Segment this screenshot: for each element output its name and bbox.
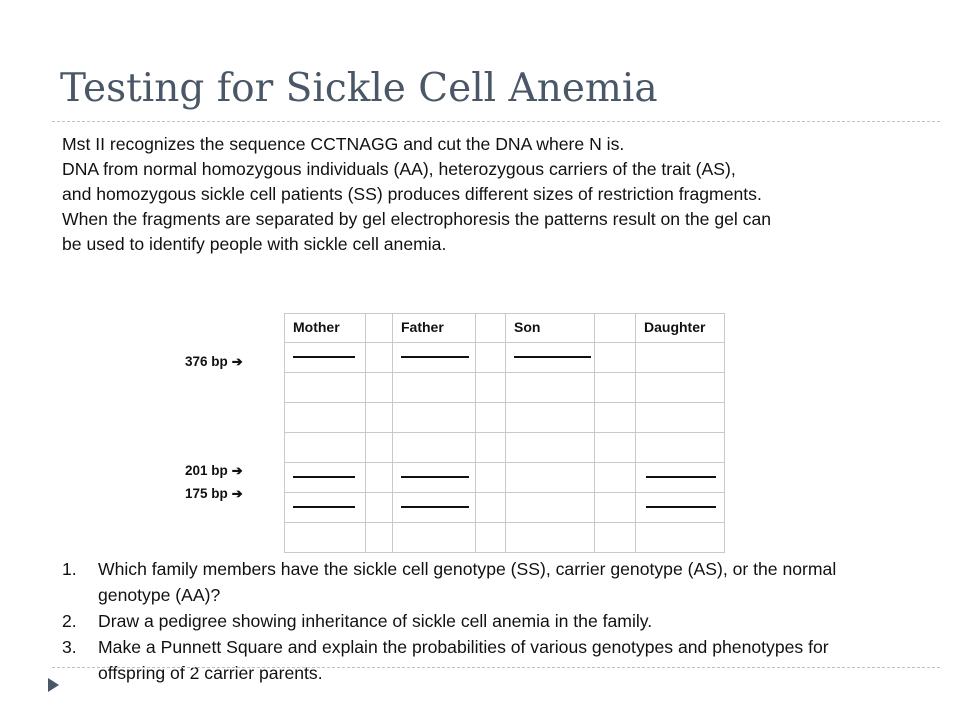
gel-row	[285, 403, 725, 433]
lane-header-father: Father	[401, 319, 444, 335]
right-arrow-icon: ➔	[231, 486, 243, 501]
band-mother-376bp	[293, 356, 355, 358]
footer-divider	[52, 667, 940, 668]
triangle-bullet-icon	[48, 678, 59, 692]
gel-row	[285, 433, 725, 463]
marker-175bp	[185, 486, 243, 502]
right-arrow-icon: ➔	[231, 354, 243, 369]
gel-row	[285, 373, 725, 403]
title-divider	[52, 121, 940, 122]
marker-201bp	[185, 463, 243, 479]
gel-row-201bp	[285, 463, 725, 493]
gel-row-175bp	[285, 493, 725, 523]
marker-376bp	[185, 354, 243, 370]
lane-header-mother: Mother	[293, 319, 340, 335]
marker-label: 201 bp	[185, 463, 228, 478]
question-item	[62, 634, 862, 686]
lane-header-son: Son	[514, 319, 541, 335]
band-mother-201bp	[293, 476, 355, 478]
intro-line: When the fragments are separated by gel electrophoresis the patterns result on the gel can	[62, 209, 772, 229]
right-arrow-icon: ➔	[231, 463, 243, 478]
question-text: Draw a pedigree showing inheritance of sickle cell anemia in the family.	[98, 611, 653, 631]
intro-line: DNA from normal homozygous individuals (AA), heterozygous carriers of the trait (AS),	[62, 159, 736, 179]
gel-row	[285, 523, 725, 553]
question-number: 1.	[62, 559, 77, 579]
band-mother-175bp	[293, 506, 355, 508]
gel-header-row	[285, 314, 725, 343]
intro-line: and homozygous sickle cell patients (SS) produces different sizes of restriction fragments.	[62, 184, 762, 204]
question-text: Make a Punnett Square and explain the probabilities of various genotypes and phenotypes for offspring of 2 carrier parents.	[98, 637, 829, 683]
intro-line: Mst II recognizes the sequence CCTNAGG and cut the DNA where N is.	[62, 134, 625, 154]
question-item	[62, 608, 862, 634]
slide-title: Testing for Sickle Cell Anemia	[60, 66, 658, 111]
marker-label: 376 bp	[185, 354, 228, 369]
band-daughter-175bp	[646, 506, 716, 508]
lane-header-daughter: Daughter	[644, 319, 706, 335]
question-text: Which family members have the sickle cell genotype (SS), carrier genotype (AS), or the normal genotype (AA)?	[98, 559, 837, 605]
band-father-376bp	[401, 356, 469, 358]
band-son-376bp	[514, 356, 591, 358]
question-number: 3.	[62, 637, 77, 657]
marker-label: 175 bp	[185, 486, 228, 501]
gel-table	[284, 313, 725, 553]
band-father-201bp	[401, 476, 469, 478]
band-father-175bp	[401, 506, 469, 508]
question-number: 2.	[62, 611, 77, 631]
intro-line: be used to identify people with sickle cell anemia.	[62, 234, 447, 254]
gel-row-376bp	[285, 343, 725, 373]
band-daughter-201bp	[646, 476, 716, 478]
intro-paragraph	[62, 132, 952, 257]
question-item	[62, 556, 862, 608]
